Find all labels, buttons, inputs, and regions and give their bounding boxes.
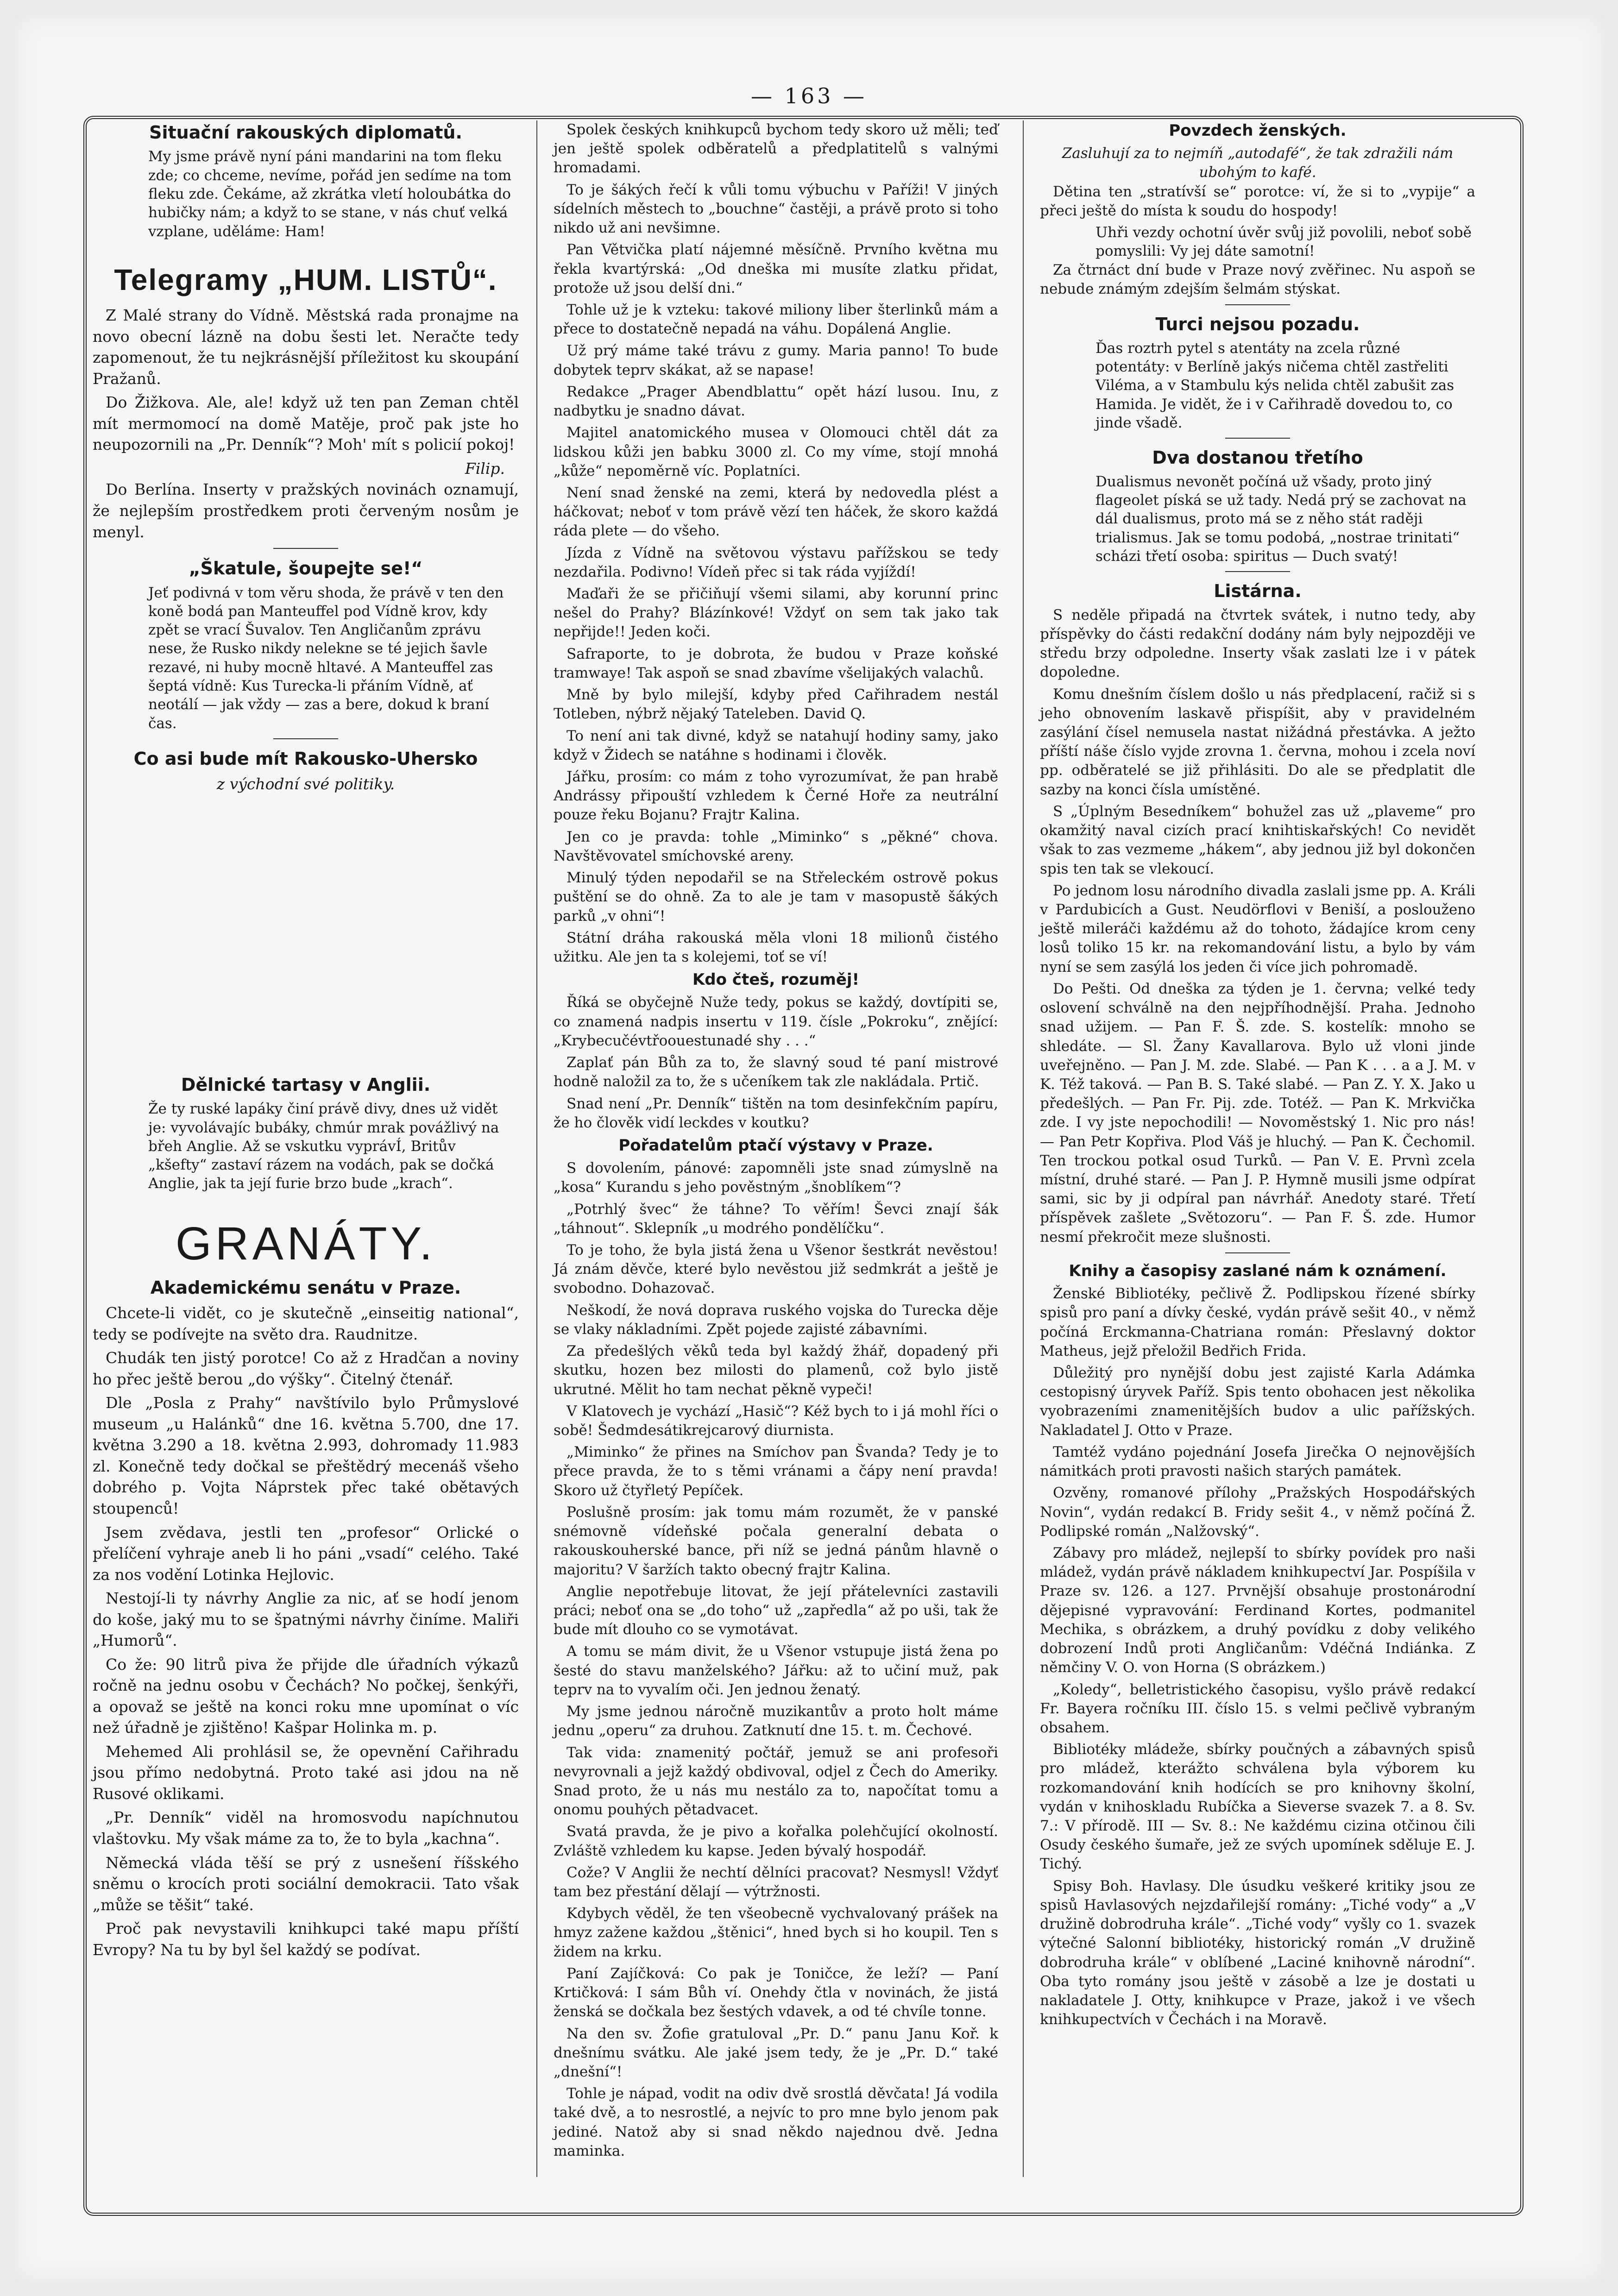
- paragraph: My jsme jednou náročně muzikantův a proto holt máme jednu „operu“ za druhou. Zatknutí dne 15. t. m. Čechové.: [554, 1703, 998, 1739]
- subtitle: z východní své politiky.: [216, 775, 395, 793]
- poem: My jsme právě nyní páni mandarini na tom fleku zde; co chceme, nevíme, pořád jen sedíme na tom fleku zde. Čekáme, až zkrátka vletí holoubátka do hubičky nám; a když to se stane, v nás chuť velká vzplane, uděláme: Ham!: [148, 148, 512, 240]
- paragraph: Jízda z Vídně na světovou výstavu pařížskou se tedy nezdařila. Podivno! Vídeň přec si tak ráda vyjíždí!: [554, 544, 998, 580]
- paragraph: V Klatovech je vychází „Hasič“? Kéž bych to i já mohl říci o sobě! Šedmdesátikrejcarový diurnista.: [554, 1403, 998, 1439]
- paragraph: Na den sv. Žofie gratuloval „Pr. D.“ panu Janu Koř. k dnešnímu svátku. Ale jaké jsem tedy, že je „Pr. D.“ také „dnešní“!: [554, 2025, 998, 2080]
- divider: [1225, 438, 1290, 439]
- divider: [273, 548, 338, 549]
- paragraph: Německá vláda těší se prý z usnešení říšského sněmu o krocích proti sociální demokracii. Tato však „může se těšit“ také.: [93, 1853, 519, 1914]
- section-title: „Škatule, šoupejte se!“: [189, 558, 423, 579]
- paragraph: Z Malé strany do Vídně. Městská rada pronajme na novo obecní lázně na dobu šesti let. Neračte tedy zapomenout, že tu nejkrásnější příležitost ku skoupání Pražanů.: [93, 306, 519, 388]
- paragraph: Do Pešti. Od dneška za týden je 1. června; velké tedy oslovení schválně na den nejpříhodnější. Praha. Jednoho snad užijem. — Pan F. Š. zde. S. kostelík: mnoho se shledáte. — Sl. Žany Kavallarova. Bylo už vloni jinde uveřejněno. — Pan J. M. zde. Slabé. — Pan K . . . a a J. M. v K. Též taková. — Pan B. S. Také slabé. — Pan Z. Y. X. Jako u předešlých. — Pan Fr. Pij. zde. Totéž. — Pan K. Mrkvička zde. I vy jste nepochodili! — Novoměstský 1. Nic pro nás! — Pan Petr Kopřiva. Plod Váš je hluchý. — Pan K. Čechomil. Ten trockou potkal osud Turků. — Pan V. E. Prvnì zcela místní, druhé staré. — Pan J. P. Hymně musili jsme odpírat sami, sic by ji odpíral pan návrhář. Anedoty staré. Třetí příspěvek zašlete „Světozoru“. — Pan F. Š. zde. Humor nesmí překročit meze slušnosti.: [1040, 980, 1475, 1246]
- subtitle: Akademickému senátu v Praze.: [150, 1277, 461, 1298]
- paragraph: Pan Větvička platí nájemné měsíčně. Prvního května mu řekla kvartýrská: „Od dneška mi musíte zlatku přidat, protože už jsou delší dni.“: [554, 241, 998, 296]
- poem: Uhři vezdy ochotní úvěr svůj již povolili, neboť sobě pomyslili: Vy jej dáte samotní!: [1095, 224, 1472, 260]
- divider: [1225, 571, 1290, 572]
- paragraph: Dětina ten „stratívší se“ porotce: ví, že si to „vypije“ a přeci ještě do místa k soudu do hospody!: [1040, 183, 1475, 219]
- section-title: Listárna.: [1214, 581, 1302, 602]
- paragraph: S dovolením, pánové: zapomněli jste snad zúmyslně na „kosa“ Kurandu s jeho pověstným „šnoblíkem“?: [554, 1160, 998, 1196]
- paragraph: Státní dráha rakouská měla vloni 18 milionů čistého užitku. Ale jen ta s kolejemi, toť se ví!: [554, 929, 998, 965]
- paragraph: Za předešlých věků teda byl každý žhář, dopadený při skutku, hozen bez milosti do plamenů, což bylo jistě ukrutné. Mělit ho tam nechat pěkně vypeči!: [554, 1343, 998, 1398]
- paragraph: Zábavy pro mládež, nejlepší to sbírky povídek pro naši mládež, vydán právě nákladem knihkupectví Jar. Pospíšila v Praze sv. 126. a 127. Prvnější obsahuje prostonárodní dějepisné vypravování: Ferdinand Kortes, podmanitel Mechika, s obrázkem, a druhý povídku z doby velikého dobrození Indů proti Angličanům: Vdéčná Indiánka. Z němčiny V. O. von Horna (S obrázkem.): [1040, 1544, 1475, 1676]
- column-rule: [1023, 120, 1024, 2177]
- paragraph: Neškodí, že nová doprava ruského vojska do Turecka děje se vlaky nákladními. Zpět pojede zajisté zábavními.: [554, 1302, 998, 1338]
- paragraph: Do Žižkova. Ale, ale! když už ten pan Zeman chtěl mít mermomocí na domě Matěje, proč pak jste ho neupozornili na „Pr. Denník“? Moh' mít s policií pokoj!: [93, 393, 519, 454]
- column-right: [1040, 120, 1475, 2032]
- paragraph: Tohle je nápad, vodit na odiv dvě srostlá děvčata! Já vodila také dvě, a to nesrostlé, a nejvíc to pro mne bylo jenom pak jediné. Natož aby si snad někdo najednou dvě. Jedna maminka.: [554, 2085, 998, 2159]
- paragraph: Snad není „Pr. Denník“ tištěn na tom desinfekčním papíru, že ho člověk vidí leckdes v koutku?: [554, 1095, 998, 1131]
- paragraph: Nestojí-li ty návrhy Anglie za nic, ať se hodí jenom do koše, jaký mu to se špatnými návrhy činíme. Maliři „Humorů“.: [93, 1589, 519, 1650]
- paragraph: Tak vida: znamenitý počtář, jemuž se ani profesoři nevyrovnali a jejž každý obdivoval, odjel z Čech do Ameriky. Snad proto, že u nás mu nestálo za to, napočítat tomu a onomu pouhých pětadvacet.: [554, 1744, 998, 1818]
- paragraph: Co že: 90 litrů piva že přijde dle úřadních výkazů ročně na jednu osobu v Čechách? No počkej, šenkýři, a opovaž se ještě na konci roku mne upomínat o víc než úřadně je zjištěno! Kašpar Holinka m. p.: [93, 1655, 519, 1737]
- paragraph: Chudák ten jistý porotce! Co až z Hradčan a noviny ho přec ještě berou „do výšky“. Čitelný čtenář.: [93, 1349, 519, 1388]
- paragraph: Svatá pravda, že je pivo a kořalka polehčující okolností. Zvláště vzhledem ku kapse. Jeden bývalý hospodář.: [554, 1823, 998, 1859]
- section-title: Pořadatelům ptačí výstavy v Praze.: [618, 1136, 933, 1155]
- paragraph: Anglie nepotřebuje litovat, že její přátelevníci zastavili práci; neboť ona se „do toho“ už „zapředla“ až po uši, tak že bude mít dlouho co se vymotávat.: [554, 1583, 998, 1638]
- paragraph: „Koledy“, belletristického časopisu, vyšlo právě redakcí Fr. Bayera ročníku III. číslo 15. s velmi pečlivě vybraným obsahem.: [1040, 1681, 1475, 1736]
- paragraph: Už prý máme také trávu z gumy. Maria panno! To bude dobytek teprv skákat, až se napase!: [554, 342, 998, 378]
- section-title: Kdo čteš, rozuměj!: [692, 970, 860, 989]
- paragraph: Mně by bylo milejší, kdyby před Cařihradem nestál Totleben, nýbrž nějaký Tateleben. David Q.: [554, 686, 998, 723]
- section-title: Turci nejsou pozadu.: [1155, 314, 1360, 335]
- paragraph: To není ani tak divné, když se natahují hodiny samy, jako když v Židech se natáhne s hodinami i člověk.: [554, 727, 998, 763]
- column-rule: [536, 120, 537, 2177]
- paragraph: Proč pak nevystavili knihkupci také mapu příští Evropy? Na tu by byl šel každý se podívat.: [93, 1919, 519, 1959]
- paragraph: Říká se obyčejně Nuže tedy, pokus se každý, dovtípiti se, co znamená nadpis insertu v 119. čísle „Pokroku“, znějící: „Krybecučévtřoouestunadé shy . . .“: [554, 994, 998, 1049]
- divider: [1225, 304, 1290, 305]
- paragraph: Tamtéž vydáno pojednání Josefa Jirečka O nejnovějších námitkách proti pravosti našich starých památek.: [1040, 1443, 1475, 1480]
- section-title: Co asi bude mít Rakousko-Uhersko: [133, 748, 478, 769]
- divider: [1225, 1252, 1290, 1253]
- poem: Jeť podivná v tom věru shoda, že právě v ten den koně bodá pan Manteuffel pod Vídně krov, kdy zpět se vrací Šuvalov. Ten Angličanům zprávu nese, že Rusko nikdy nelekne se té jejich šavle rezavé, ni huby mocně hltavé. A Manteuffel zas šeptá vídně: Kus Turecka-li přáním Vídně, ať neotálí — jak vždy — zas a bere, dokud k braní čas.: [148, 584, 504, 732]
- paragraph: Majitel anatomického musea v Olomouci chtěl dát za lidskou kůži jen babku 3000 zl. Co my víme, stojí mnohá „kůže“ nepoměrně víc. Poplatníci.: [554, 424, 998, 479]
- section-title: Dva dostanou třetího: [1152, 447, 1363, 468]
- column-middle: [554, 120, 998, 2164]
- paragraph: Chcete-li vidět, co je skutečně „einseitig national“, tedy se podívejte na světo dra. Raudnitze.: [93, 1304, 519, 1343]
- section-title: Situační rakouských diplomatů.: [149, 122, 462, 143]
- blank-space: [93, 795, 519, 1073]
- paragraph: Kdybych věděl, že ten všeobecně vychvalovaný prášek na hmyz zažene každou „štěnici“, hned bych si ho koupil. Ten s židem na krku.: [554, 1905, 998, 1960]
- paragraph: Maďaři že se přičiňují všemi silami, aby korunní princ nešel do Prahy? Blázínkové! Vždyť on sem tak jako tak nepřijde!! Jeden koči.: [554, 585, 998, 641]
- paragraph: To je šákých řečí k vůli tomu výbuchu v Paříži! V jiných sídelních městech to „bouchne“ častěji, a právě proto si toho nikdo už ani nevšimne.: [554, 181, 998, 237]
- section-title: Knihy a časopisy zaslané nám k oznámení.: [1069, 1261, 1447, 1280]
- paragraph: „Pr. Denník“ viděl na hromosvodu napíchnutou vlaštovku. My však máme za to, že to byla „kachna“.: [93, 1808, 519, 1848]
- paragraph: Ozvěny, romanové přílohy „Pražských Hospodářských Novin“, vydán redakcí B. Fridy sešit 4., v němž počíná Ž. Podlipské román „Nalžovský“.: [1040, 1485, 1475, 1540]
- paragraph: Spolek českých knihkupců bychom tedy skoro už měli; teď jen ještě spolek odběratelů a předplatitelů s valnými hromadami.: [554, 121, 998, 176]
- signature: Filip.: [465, 459, 505, 478]
- paragraph: Ženské Bibliotéky, pečlivě Ž. Podlipskou řízené sbírky spisů pro paní a dívky české, vydán právě sešit 40., v němž počíná Erckmanna-Chatriana román: Přeslavný doktor Matheus, jejž přeložil Bedřich Frida.: [1040, 1285, 1475, 1359]
- poem: Dualismus nevonět počíná už všady, proto jiný flageolet píská se už tady. Nedá prý se zachovat na dál dualismus, proto má se z něho stát raději trialismus. Jak se tomu podobá, „nostrae trinitati“ scházi třetí osoba: spiritus — Duch svatý!: [1095, 473, 1467, 565]
- poem: Zasluhují za to nejmíň „autodafé“, že tak zdražili nám ubohým to kafé.: [1062, 145, 1454, 181]
- paragraph: Za čtrnáct dní bude v Praze nový zvěřinec. Nu aspoň se nebude známým zdejším šelmám stýskat.: [1040, 261, 1475, 297]
- paragraph: Jářku, prosím: co mám z toho vyrozumívat, že pan hrabě Andrássy připouští vzhledem k Černé Hoře za neutrální pouze řeku Bojanu? Frajtr Kalina.: [554, 768, 998, 824]
- poem: Že ty ruské lapáky činí právě divy, dnes už vidět je: vyvolávajíc bubáky, chmúr mrak povážlivý na břeh Anglie. Až se vskutku vyprávÍ, Britův „kšefty“ zastaví rázem na vodách, pak se dočká Anglie, jak ta její furie brzo bude „krach“.: [148, 1101, 499, 1192]
- section-title: Telegramy „HUM. LISTŮ“.: [114, 263, 497, 296]
- column-left: [93, 120, 519, 1963]
- paragraph: Minulý týden nepodařil se na Střeleckém ostrově pokus puštění se do ohně. Za to ale je tam v masopustě šákých parků „v ohni“!: [554, 869, 998, 925]
- paragraph: Safraporte, to je dobrota, že budou v Praze koňské tramwaye! Tak aspoň se snad zbavíme všelijakých valachů.: [554, 645, 998, 681]
- paragraph: Poslušně prosím: jak tomu mám rozumět, že v panské snémovně vídeňské počala generalní debata o rakouskouherské bance, při níž se jedná pánům hlavně o majoritu? V šaržích takto obecný frajtr Kalina.: [554, 1503, 998, 1578]
- paragraph: Do Berlína. Inserty v pražských novinách oznamují, že nejlepším prostředkem proti červeným nosům je menyl.: [93, 480, 519, 541]
- paragraph: Paní Zajíčková: Co pak je Toničce, že leží? — Paní Krtičková: I sám Bůh ví. Onehdy čtla v novinách, že jistá ženská se dočkala bez šestých vdavek, a od té chvíle tonne.: [554, 1965, 998, 2020]
- paragraph: Cože? V Anglii že nechtí dělníci pracovat? Nesmysl! Vždyť tam bez přestání dělají — výtržnosti.: [554, 1864, 998, 1900]
- section-title: Povzdech ženských.: [1169, 121, 1347, 140]
- paragraph: To je toho, že byla jistá žena u Všenor šestkrát nevěstou! Já znám děvče, které bylo nevěstou již sedmkrát a ještě je svobodno. Dohazovač.: [554, 1242, 998, 1297]
- paragraph: Důležitý pro nynější dobu jest zajisté Karla Adámka cestopisný úryvek Paříž. Spis tento obohacen jest několika vyobrazeními znamenitějších budov a ulic pařížských. Nakladatel J. Otto v Praze.: [1040, 1365, 1475, 1439]
- paragraph: Tohle už je k vzteku: takové miliony liber šterlinků mám a přece to dostatečně nepadá na váhu. Dopálená Anglie.: [554, 301, 998, 338]
- paragraph: Bibliotéky mládeže, sbírky poučných a zábavných spisů pro mládež, kterážto schválena byla výborem ku rozkomandování knih hodících se pro knihovny školní, vydán v knihoskladu Rubíčka a Sieverse svazek 7. a 8. Sv. 7.: V přírodě. III — Sv. 8.: Ne každému cizina otčinou čili Osudy českého šumaře, jež ze svých upomínek sděluje E. J. Tichý.: [1040, 1741, 1475, 1873]
- paragraph: Spisy Boh. Havlasy. Dle úsudku veškeré kritiky jsou ze spisů Havlasových nejzdařilejší romány: „Tiché vody“ a „V družině dobrodruha krále“. „Tiché vody“ vyšly co 1. svazek výtečné Salonní bibliotéky, historický román „V družině dobrodruha krále“ v oblíbené „Laciné knihovně národní“. Oba tyto romány jsou ještě v zásobě a lze je dostati u nakladatele J. Otty, knihkupce v Praze, jakož i ve všech knihkupectvích v Čechách i na Moravě.: [1040, 1877, 1475, 2028]
- paragraph: S neděle připadá na čtvrtek svátek, i nutno tedy, aby příspěvky do části redakční dodány nám byly nejpozději ve středu brzy odpoledne. Inserty však zaslati lze i v pátek dopoledne.: [1040, 606, 1475, 681]
- paragraph: Není snad ženské na zemi, která by nedovedla plést a háčkovat; neboť v tom právě vězí ten háček, že skoro každá ráda plete — do všeho.: [554, 484, 998, 540]
- paragraph: Zaplať pán Bůh za to, že slavný soud té paní mistrové hodně naložil za to, že s učeníkem tak zle nakládala. Prtič.: [554, 1054, 998, 1090]
- section-title: GRANÁTY.: [175, 1217, 436, 1270]
- section-title: Dělnické tartasy v Anglii.: [181, 1074, 431, 1095]
- paragraph: Mehemed Ali prohlásil se, že opevnění Cařihradu jsou přímo nedobytná. Proto také asi jdou na ně Rusové oklikami.: [93, 1742, 519, 1803]
- paragraph: A tomu se mám divit, že u Všenor vstupuje jistá žena po šesté do stavu manželského? Jářku: až to učiní muž, pak teprv na to vyvalím oči. Jen jednou ženatý.: [554, 1643, 998, 1698]
- paragraph: Dle „Posla z Prahy“ navštívilo bylo Průmyslové museum „u Halánků“ dne 16. května 5.700, dne 17. května 3.290 a 18. května 2.993, dohromady 11.983 zl. Konečně tedy dočkal se přeštědrý mecenáš všeho dobrého p. Vojta Náprstek přec také obětavých stoupenců!: [93, 1394, 519, 1517]
- paragraph: „Potrhlý švec“ že táhne? To věřím! Ševci znají šák „táhnout“. Sklepník „u modrého pondělíčku“.: [554, 1201, 998, 1237]
- paragraph: „Miminko“ že přines na Smíchov pan Švanda? Tedy je to přece pravda, že to s těmi vránami a čápy není pravda! Skoro už čtyřletý Pepíček.: [554, 1444, 998, 1499]
- paragraph: Po jednom losu národního divadla zaslali jsme pp. A. Králi v Pardubicích a Gust. Neudörflovi v Beniší, a poslouženo ještě mileráči každému až do tohoto, žádajíce krom ceny losů toliko 15 kr. na rekomandování listu, a bylo by vám nyní se sem zasýlá los jeden či více jich pohromadě.: [1040, 882, 1475, 975]
- paragraph: Komu dnešním číslem došlo u nás předplacení, račiž si s jeho obnovením laskavě přispíšit, aby v pravidelném zasýlání čísel nemusela nastat nižádná přestávka. A ježto příští náše číslo vyjde zrovna 1. června, mohou i zcela noví pp. odběratelé se již přihlásiti. Do ale se předplatit dle sazby na konci čísla umístěné.: [1040, 686, 1475, 798]
- page-number: — 163 —: [750, 83, 868, 108]
- paragraph: Jsem zvědava, jestli ten „profesor“ Orlické o přelíčení vyhraje aneb li ho páni „vsadí“ celého. Také za nos vodění Lotinka Hejlovic.: [93, 1523, 519, 1584]
- paragraph: S „Úplným Besedníkem“ bohužel zas už „plaveme“ pro okamžitý naval cizích prací knihtiskařských! Co nevidět však to zas vezmeme „hákem“, aby jednou již byl dokončen spis ten tak se vlekoucí.: [1040, 803, 1475, 877]
- paragraph: Jen co je pravda: tohle „Miminko“ s „pěkné“ chova. Navštěvovatel smíchovské areny.: [554, 828, 998, 864]
- paragraph: Redakce „Prager Abendblattu“ opět hází lusou. Inu, z nadbytku je snadno dávat.: [554, 383, 998, 420]
- divider: [273, 738, 338, 739]
- poem: Ďas roztrh pytel s atentáty na zcela různé potentáty: v Berlíně jakýs ničema chtěl zastřeliti Viléma, a v Stambulu kýs nelida chtěl zabušit zas Hamida. Je vidět, že i v Cařihradě dovedou to, co jinde všadě.: [1095, 340, 1454, 431]
